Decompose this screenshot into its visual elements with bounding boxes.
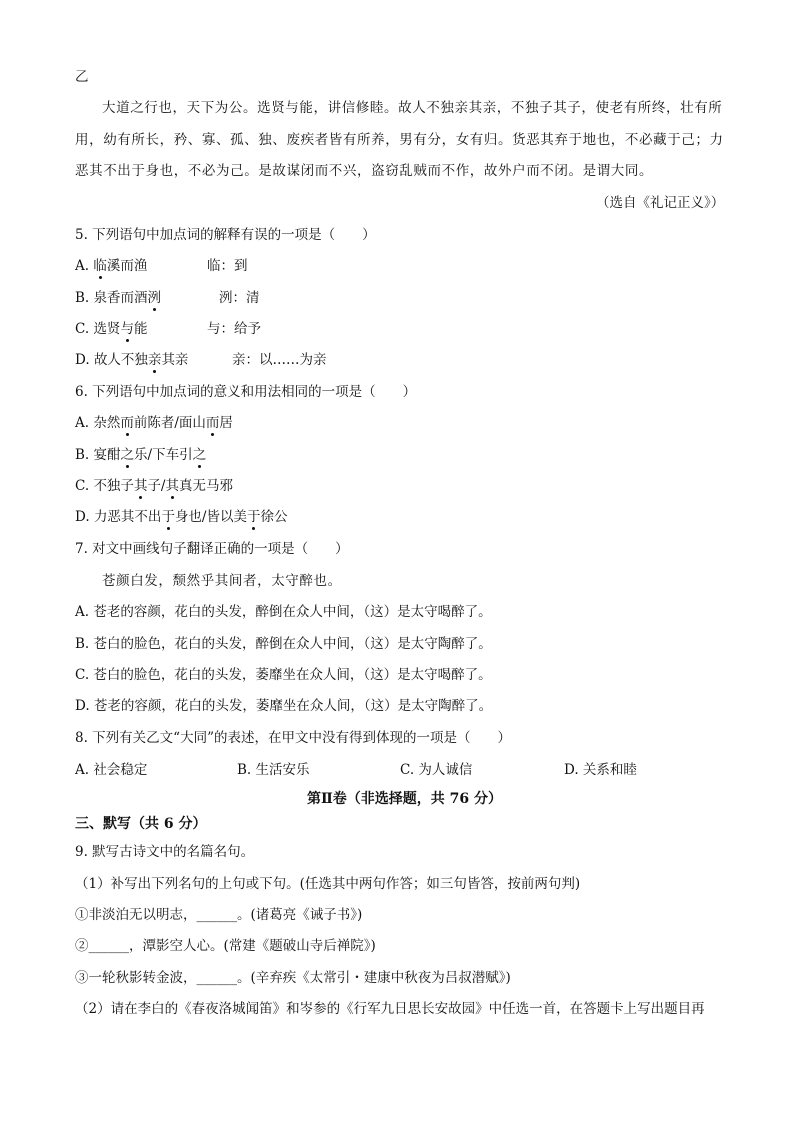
- q6-a-dotted-word-1: 而: [120, 415, 134, 431]
- q6-c-text1: 不独子: [93, 478, 134, 494]
- q5-a-explanation: 临：到: [207, 258, 248, 274]
- q5-option-b[interactable]: [75, 289, 161, 307]
- q5-d-prefix: D.: [75, 352, 94, 368]
- q5-b-prefix: B.: [75, 290, 94, 306]
- q6-d-text2: 身也/皆以美: [174, 509, 247, 525]
- q6-a-text3: 居: [219, 415, 233, 431]
- q6-b-dotted-word-1: 之: [120, 447, 135, 463]
- q5-a-dotted-word: 临: [93, 258, 107, 274]
- q9-item1: ①非淡泊无以明志，______。(诸葛亮《诫子书》): [75, 907, 363, 923]
- passage-line-1: 大道之行也，天下为公。选贤与能，讲信修睦。故人不独亲其亲，不独子其子，使老有所终，壮有所: [102, 100, 723, 116]
- q5-d-dotted-word: 亲: [147, 352, 162, 368]
- q6-c-prefix: C.: [75, 478, 94, 494]
- q7-option-c[interactable]: C. 苍白的脸色，花白的头发，萎靡坐在众人间，（这）是太守喝醉了。: [75, 667, 492, 683]
- q8-option-a[interactable]: A. 社会稳定: [75, 762, 148, 778]
- q6-a-dotted-word-2: 而: [205, 415, 220, 431]
- q5-a-text2: 溪而渔: [106, 258, 148, 274]
- q6-option-a[interactable]: [75, 414, 233, 432]
- q6-b-text1: 宴酣: [93, 447, 121, 463]
- q8-option-c[interactable]: C. 为人诚信: [400, 762, 473, 778]
- passage-source: （选自《礼记正义》）: [596, 195, 725, 211]
- section3-title: 三、默写（共 6 分）: [75, 816, 207, 832]
- q7-sentence: 苍颜白发，颓然乎其间者，太守醉也。: [102, 573, 342, 589]
- q6-d-text1: 力恶其不出: [93, 509, 162, 525]
- q5-b-text1: 泉香而酒: [93, 290, 148, 306]
- q6-d-text3: 徐公: [260, 509, 288, 525]
- q9-sub1: （1）补写出下列名句的上句或下句。(任选其中两句作答；如三句皆答，按前两句判): [75, 876, 581, 892]
- q6-option-b[interactable]: [75, 446, 206, 464]
- q9-sub2: （2）请在李白的《春夜洛城闻笛》和岑参的《行军九日思长安故园》中任选一首，在答题卡上写出题目再: [75, 1001, 705, 1017]
- part2-title: 第Ⅱ卷（非选择题，共 76 分）: [307, 791, 503, 807]
- q5-c-prefix: C.: [75, 321, 94, 337]
- passage-line-3: 恶其不出于身也，不必为己。是故谋闭而不兴，盗窃乱贼而不作，故外户而不闭。是谓大同。: [75, 163, 654, 179]
- q5-a-prefix: A.: [75, 258, 94, 274]
- q6-d-prefix: D.: [75, 509, 94, 525]
- q5-c-explanation: 与：给予: [207, 321, 261, 337]
- q5-c-text2: 能: [133, 321, 148, 337]
- q9-item3: ③一轮秋影转金波，______。(辛弃疾《太常引・建康中秋夜为吕叔潜赋》): [75, 970, 511, 986]
- q5-stem: 5. 下列语句中加点词的解释有误的一项是（ ）: [75, 227, 376, 243]
- q5-d-explanation: 亲：以……为亲: [232, 352, 327, 368]
- passage-label: 乙: [75, 69, 90, 85]
- q9-stem: 9. 默写古诗文中的名篇名句。: [75, 844, 255, 860]
- q8-option-b[interactable]: B. 生活安乐: [237, 762, 310, 778]
- q6-c-text3: 真无马邪: [179, 478, 233, 494]
- q6-b-prefix: B.: [75, 447, 94, 463]
- q8-option-d[interactable]: D. 关系和睦: [564, 762, 637, 778]
- q6-b-text2: 乐/下车引: [134, 447, 193, 463]
- q5-b-explanation: 洌：清: [219, 290, 260, 306]
- q9-item2: ②______，潭影空人心。(常建《题破山寺后禅院》): [75, 938, 376, 954]
- q6-d-dotted-word-1: 于: [161, 509, 175, 525]
- q6-a-text2: 前陈者/面山: [133, 415, 206, 431]
- q7-stem: 7. 对文中画线句子翻译正确的一项是（ ）: [75, 541, 349, 557]
- q6-option-d[interactable]: [75, 508, 288, 526]
- q5-c-dotted-word: 与: [120, 321, 134, 337]
- q7-option-b[interactable]: B. 苍白的脸色，花白的头发，醉倒在众人中间，（这）是太守陶醉了。: [75, 636, 492, 652]
- q8-stem: 8. 下列有关乙文“大同”的表述，在甲文中没有得到体现的一项是（ ）: [75, 730, 511, 746]
- q5-d-text2: 其亲: [161, 352, 189, 368]
- q5-option-c[interactable]: [75, 320, 147, 338]
- q6-b-dotted-word-2: 之: [192, 447, 207, 463]
- passage-line-2: 用，幼有所长，矜、寡、孤、独、废疾者皆有所养，男有分，女有归。货恶其弃于地也，不必藏于己；力: [75, 132, 724, 148]
- q5-option-d[interactable]: [75, 351, 188, 369]
- q6-c-dotted-word-2: 其: [165, 478, 179, 494]
- q5-b-dotted-word: 洌: [147, 290, 162, 306]
- q7-option-a[interactable]: A. 苍老的容颜，花白的头发，醉倒在众人中间，（这）是太守喝醉了。: [75, 604, 492, 620]
- q6-c-text2: 子/: [147, 478, 166, 494]
- q5-c-text1: 选贤: [93, 321, 121, 337]
- q6-a-text1: 杂然: [93, 415, 121, 431]
- q6-c-dotted-word-1: 其: [133, 478, 148, 494]
- q6-a-prefix: A.: [75, 415, 94, 431]
- q5-option-a[interactable]: [75, 257, 147, 275]
- q6-d-dotted-word-2: 于: [247, 509, 261, 525]
- q6-option-c[interactable]: [75, 477, 233, 495]
- q5-d-text1: 故人不独: [93, 352, 148, 368]
- q6-stem: 6. 下列语句中加点词的意义和用法相同的一项是（ ）: [75, 384, 417, 400]
- q7-option-d[interactable]: D. 苍老的容颜，花白的头发，萎靡坐在众人间，（这）是太守陶醉了。: [75, 698, 493, 714]
